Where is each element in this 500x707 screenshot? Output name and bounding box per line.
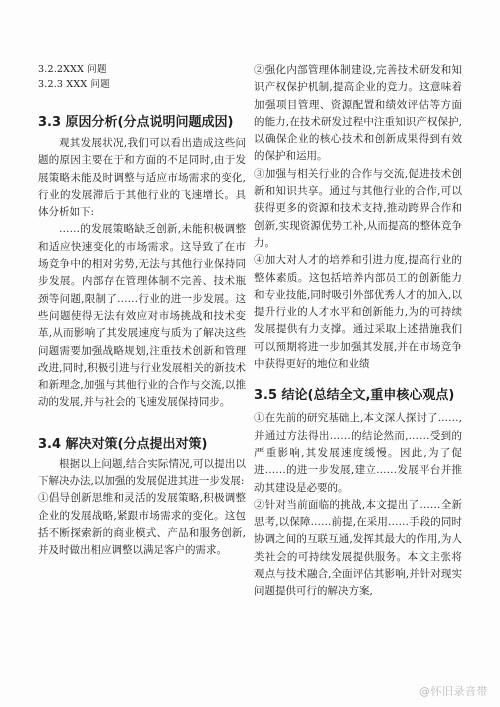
solution-item-4: ④加大对人才的培养和引进力度,提高行业的整体素质。这包括培养内部员工的创新能力和专业技能,同时吸引外部优秀人才的加入,以提升行业的人才水平和创新能力,为的可持续发展提供有力支撑。通过采取上述措施我们可以预期将进一步加强其发展,并在市场竞争中获得更好的地位和业绩 (254, 254, 462, 371)
right-column (254, 62, 462, 601)
solution-item-3: ③加强与相关行业的合作与交流,促进技术创新和知识共享。通过与其他行业的合作,可以获得更多的资源和技术支持,推动跨界合作和创新,实现资源优势工补,从而提高的整体竞争力。 (254, 167, 462, 249)
left-column (38, 62, 246, 560)
solution-item-2: ②强化内部管理体制建设,完善技术研发和知识产权保护机制,提高企业的竞力。这意味着加强项目管理、资源配置和绩效评估等方面的能力,在技术研发过程中注重知识产权保护,以确保企业的核心技术和创新成果得到有效的保护和运用。 (254, 64, 462, 163)
section-heading-solutions: 3.4 解决对策(分点提出对策) (38, 436, 208, 452)
section-heading-conclusion: 3.5 结论(总结全文,重申核心观点) (254, 388, 455, 404)
solution-paragraph-intro: 根据以上问题,结合实际情况,可以提出以下解决办法,以加强的发展促进其进一步发展: (38, 457, 246, 488)
watermark-text: @怀旧录音带 (419, 685, 488, 698)
cause-paragraph-intro: 观其发展状况,我们可以看出造成这些问题的原因主要在于和方面的不足同时,由于发展策略未能及时调整与适应市场需求的变化,行业的发展滞后于其他行业的飞速增长。具体分析如下: (38, 137, 246, 219)
section-heading-cause-analysis: 3.3 原因分析(分点说明问题成因) (38, 115, 234, 130)
cause-paragraph-detail: ……的发展策略缺乏创新,未能积极调整和适应快速变化的市场需求。这导致了在市场竞争中的相对劣势,无法与其他行业保持同步发展。内部存在管理体制不完善、技术瓶颈等问题,限制了……行业的进一步发展。这些问题使得无法有效应对市场挑战和技术变革,从而影响了其发展速度与质为了解决这些问题需要加强战略规划,注重技术创新和管理改进,同时,积极引进与行业发展相关的新技术和新理念,加强与其他行业的合作与交流,以推动的发展,并与社会的飞速发展保持同步。 (38, 223, 246, 409)
conclusion-item-2: ②针对当前面临的挑战,本文提出了……全新思考,以保障……前提,在采用……手段的同时协调之间的互联互通,发挥其最大的作用,为人类社会的可持续发展提供服务。本文主张将观点与技术融合,全面评估其影响,并针对现实问题提供可行的解决方案, (254, 498, 462, 598)
subheading-3-2-2: 3.2.2XXX 问题 (38, 64, 107, 75)
solution-item-1: ①倡导创新思维和灵活的发展策略,积极调整企业的发展战略,紧跟市场需求的变化。这包括不断探索新的商业模式、产品和服务创新,并及时做出相应调整以满足客户的需求。 (38, 492, 246, 557)
subheading-3-2-3: 3.2.3 XXX 问题 (38, 79, 110, 90)
conclusion-item-1: ①在先前的研究基础上,本文深人探讨了……,并通过方法得出……的结论然而,……受到的严重影响,其发展速度缓慢。因此,为了促进……的进一步发展,建立……发展平台并推动其建设是必要的。 (254, 412, 462, 494)
